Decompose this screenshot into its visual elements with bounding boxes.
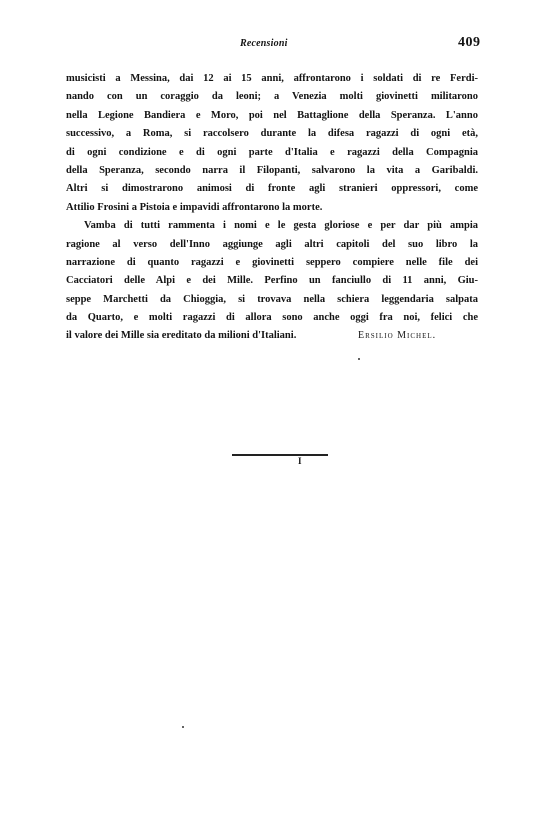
page-number: 409 xyxy=(458,35,481,50)
article-body xyxy=(66,70,478,346)
text-line: successivo, a Roma, si raccolsero durante la difesa ragazzi di ogni età, xyxy=(66,128,478,140)
text-line: seppe Marchetti da Chioggia, si trovava nella schiera leggendaria salpata xyxy=(66,293,478,305)
print-speck xyxy=(358,358,360,360)
text-line: narrazione di quanto ragazzi e giovinetti seppero compiere nelle file dei xyxy=(66,256,478,268)
text-line: di ogni condizione e di ogni parte d'Italia e ragazzi della Compagnia xyxy=(66,146,478,158)
text-line: Cacciatori delle Alpi e dei Mille. Perfino un fanciullo di 11 anni, Giu- xyxy=(66,275,478,287)
print-speck xyxy=(182,726,184,728)
author-signature: Ersilio Michel. xyxy=(358,330,437,341)
text-line: della Speranza, secondo narra il Filopanti, salvarono la vita a Garibaldi. xyxy=(66,164,478,176)
section-divider xyxy=(232,454,328,456)
text-line: il valore dei Mille sia ereditato da milioni d'Italiani. xyxy=(66,330,297,342)
text-line: nella Legione Bandiera e Moro, poi nel Battaglione della Speranza. L'anno xyxy=(66,109,478,121)
text-line: da Quarto, e molti ragazzi di allora sono anche oggi fra noi, felici che xyxy=(66,312,478,324)
running-head xyxy=(0,35,550,54)
text-line: Altri si dimostrarono animosi di fronte agli stranieri oppressori, come xyxy=(66,183,478,195)
text-line: nando con un coraggio da leoni; a Venezia molti giovinetti militarono xyxy=(66,91,478,103)
text-line: ragione al verso dell'Inno aggiunge agli altri capitoli del suo libro la xyxy=(66,238,478,250)
divider-mark: I xyxy=(298,456,302,466)
text-line: musicisti a Messina, dai 12 ai 15 anni, affrontarono i soldati di re Ferdi- xyxy=(66,73,478,84)
text-line: Attilio Frosini a Pistoia e impavidi affrontarono la morte. xyxy=(66,201,323,213)
text-line: Vamba di tutti rammenta i nomi e le gesta gloriose e per dar più ampia xyxy=(84,220,478,232)
running-title: Recensioni xyxy=(240,38,288,49)
